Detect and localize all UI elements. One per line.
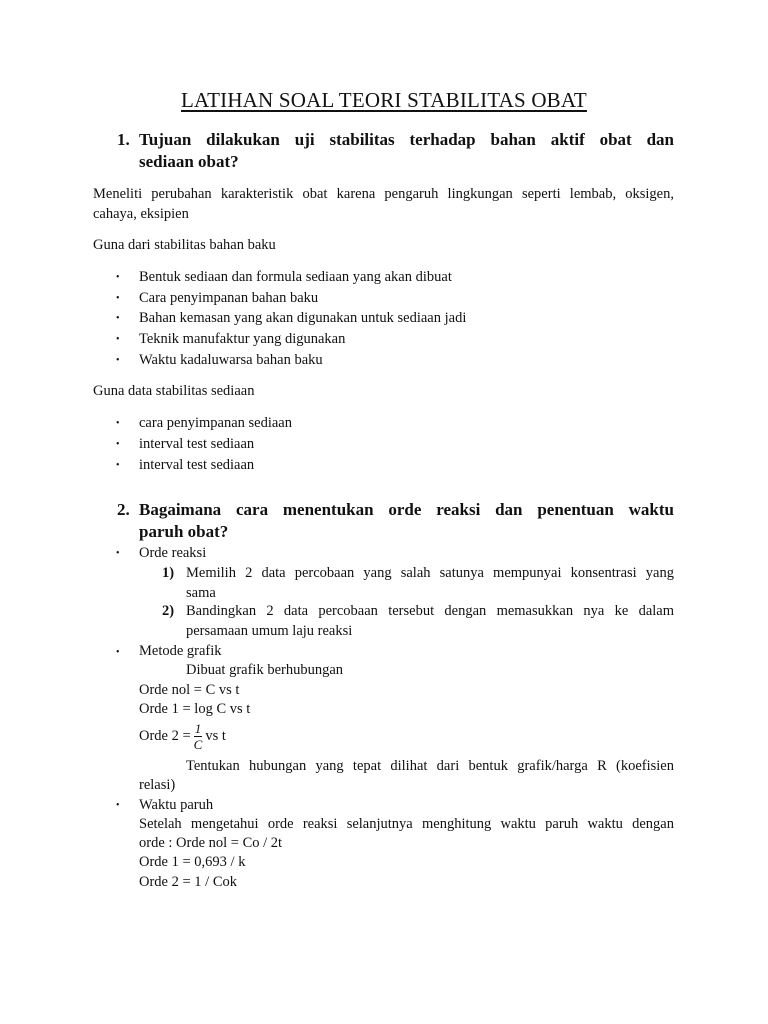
list-item: Bahan kemasan yang akan digunakan untuk sediaan jadi <box>139 310 467 326</box>
bullet-icon: • <box>116 293 120 304</box>
bullet-icon: • <box>116 272 120 283</box>
grafik-orde-1: Orde 1 = log C vs t <box>139 701 251 717</box>
step-1-number: 1) <box>162 565 175 581</box>
grafik-orde-2-prefix: Orde 2 = <box>139 727 191 744</box>
question-1-number: 1. <box>117 130 130 149</box>
step-1-line-1: Memilih 2 data percobaan yang salah satunya mempunyai konsentrasi yang <box>186 565 674 581</box>
bullet-icon: • <box>116 355 120 366</box>
question-1-line-2: sediaan obat? <box>139 152 239 171</box>
list-item: Cara penyimpanan bahan baku <box>139 290 319 306</box>
bullet-icon: • <box>116 334 120 345</box>
list-item: Bentuk sediaan dan formula sediaan yang akan dibuat <box>139 269 452 285</box>
page-title: LATIHAN SOAL TEORI STABILITAS OBAT <box>181 88 587 112</box>
question-1-line-1: Tujuan dilakukan uji stabilitas terhadap bahan aktif obat dan <box>139 130 674 149</box>
waktu-paruh-orde-2: Orde 2 = 1 / Cok <box>139 874 237 890</box>
list-item: Teknik manufaktur yang digunakan <box>139 331 346 347</box>
step-1-line-2: sama <box>186 585 216 601</box>
metode-grafik-label: Metode grafik <box>139 643 222 659</box>
step-2-line-1: Bandingkan 2 data percobaan tersebut dengan memasukkan nya ke dalam <box>186 603 674 619</box>
bullet-icon: • <box>116 800 120 811</box>
waktu-paruh-label: Waktu paruh <box>139 797 214 813</box>
bullet-icon: • <box>116 647 120 658</box>
fraction-denominator: C <box>193 736 203 752</box>
list-item: Waktu kadaluwarsa bahan baku <box>139 352 323 368</box>
metode-grafik-intro: Dibuat grafik berhubungan <box>186 662 344 678</box>
answer-1-line-1: Meneliti perubahan karakteristik obat karena pengaruh lingkungan seperti lembab, oksigen, <box>93 186 674 202</box>
question-2-number: 2. <box>117 500 130 519</box>
waktu-paruh-orde-1: Orde 1 = 0,693 / k <box>139 854 246 870</box>
answer-1-line-2: cahaya, eksipien <box>93 206 189 222</box>
grafik-orde-2 <box>139 718 226 754</box>
bullet-icon: • <box>116 460 120 471</box>
step-2-number: 2) <box>162 603 175 619</box>
step-2-line-2: persamaan umum laju reaksi <box>186 623 353 639</box>
grafik-orde-2-suffix: vs t <box>205 727 226 744</box>
fraction <box>194 722 203 751</box>
bullet-icon: • <box>116 439 120 450</box>
grafik-orde-nol: Orde nol = C vs t <box>139 682 240 698</box>
bullet-icon: • <box>116 418 120 429</box>
tentukan-line-1: Tentukan hubungan yang tepat dilihat dari bentuk grafik/harga R (koefisien <box>186 758 674 774</box>
list-item: interval test sediaan <box>139 457 255 473</box>
waktu-paruh-line-2: orde : Orde nol = Co / 2t <box>139 835 283 851</box>
bahan-baku-heading: Guna dari stabilitas bahan baku <box>93 237 276 253</box>
sediaan-heading: Guna data stabilitas sediaan <box>93 383 255 399</box>
list-item: interval test sediaan <box>139 436 255 452</box>
question-2-line-1: Bagaimana cara menentukan orde reaksi dan penentuan waktu <box>139 500 674 519</box>
orde-reaksi-label: Orde reaksi <box>139 545 207 561</box>
bullet-icon: • <box>116 548 120 559</box>
waktu-paruh-line-1: Setelah mengetahui orde reaksi selanjutnya menghitung waktu paruh waktu dengan <box>139 816 674 832</box>
tentukan-line-2: relasi) <box>139 777 176 793</box>
question-2-line-2: paruh obat? <box>139 522 229 541</box>
fraction-numerator: 1 <box>194 720 202 736</box>
list-item: cara penyimpanan sediaan <box>139 415 292 431</box>
bullet-icon: • <box>116 313 120 324</box>
